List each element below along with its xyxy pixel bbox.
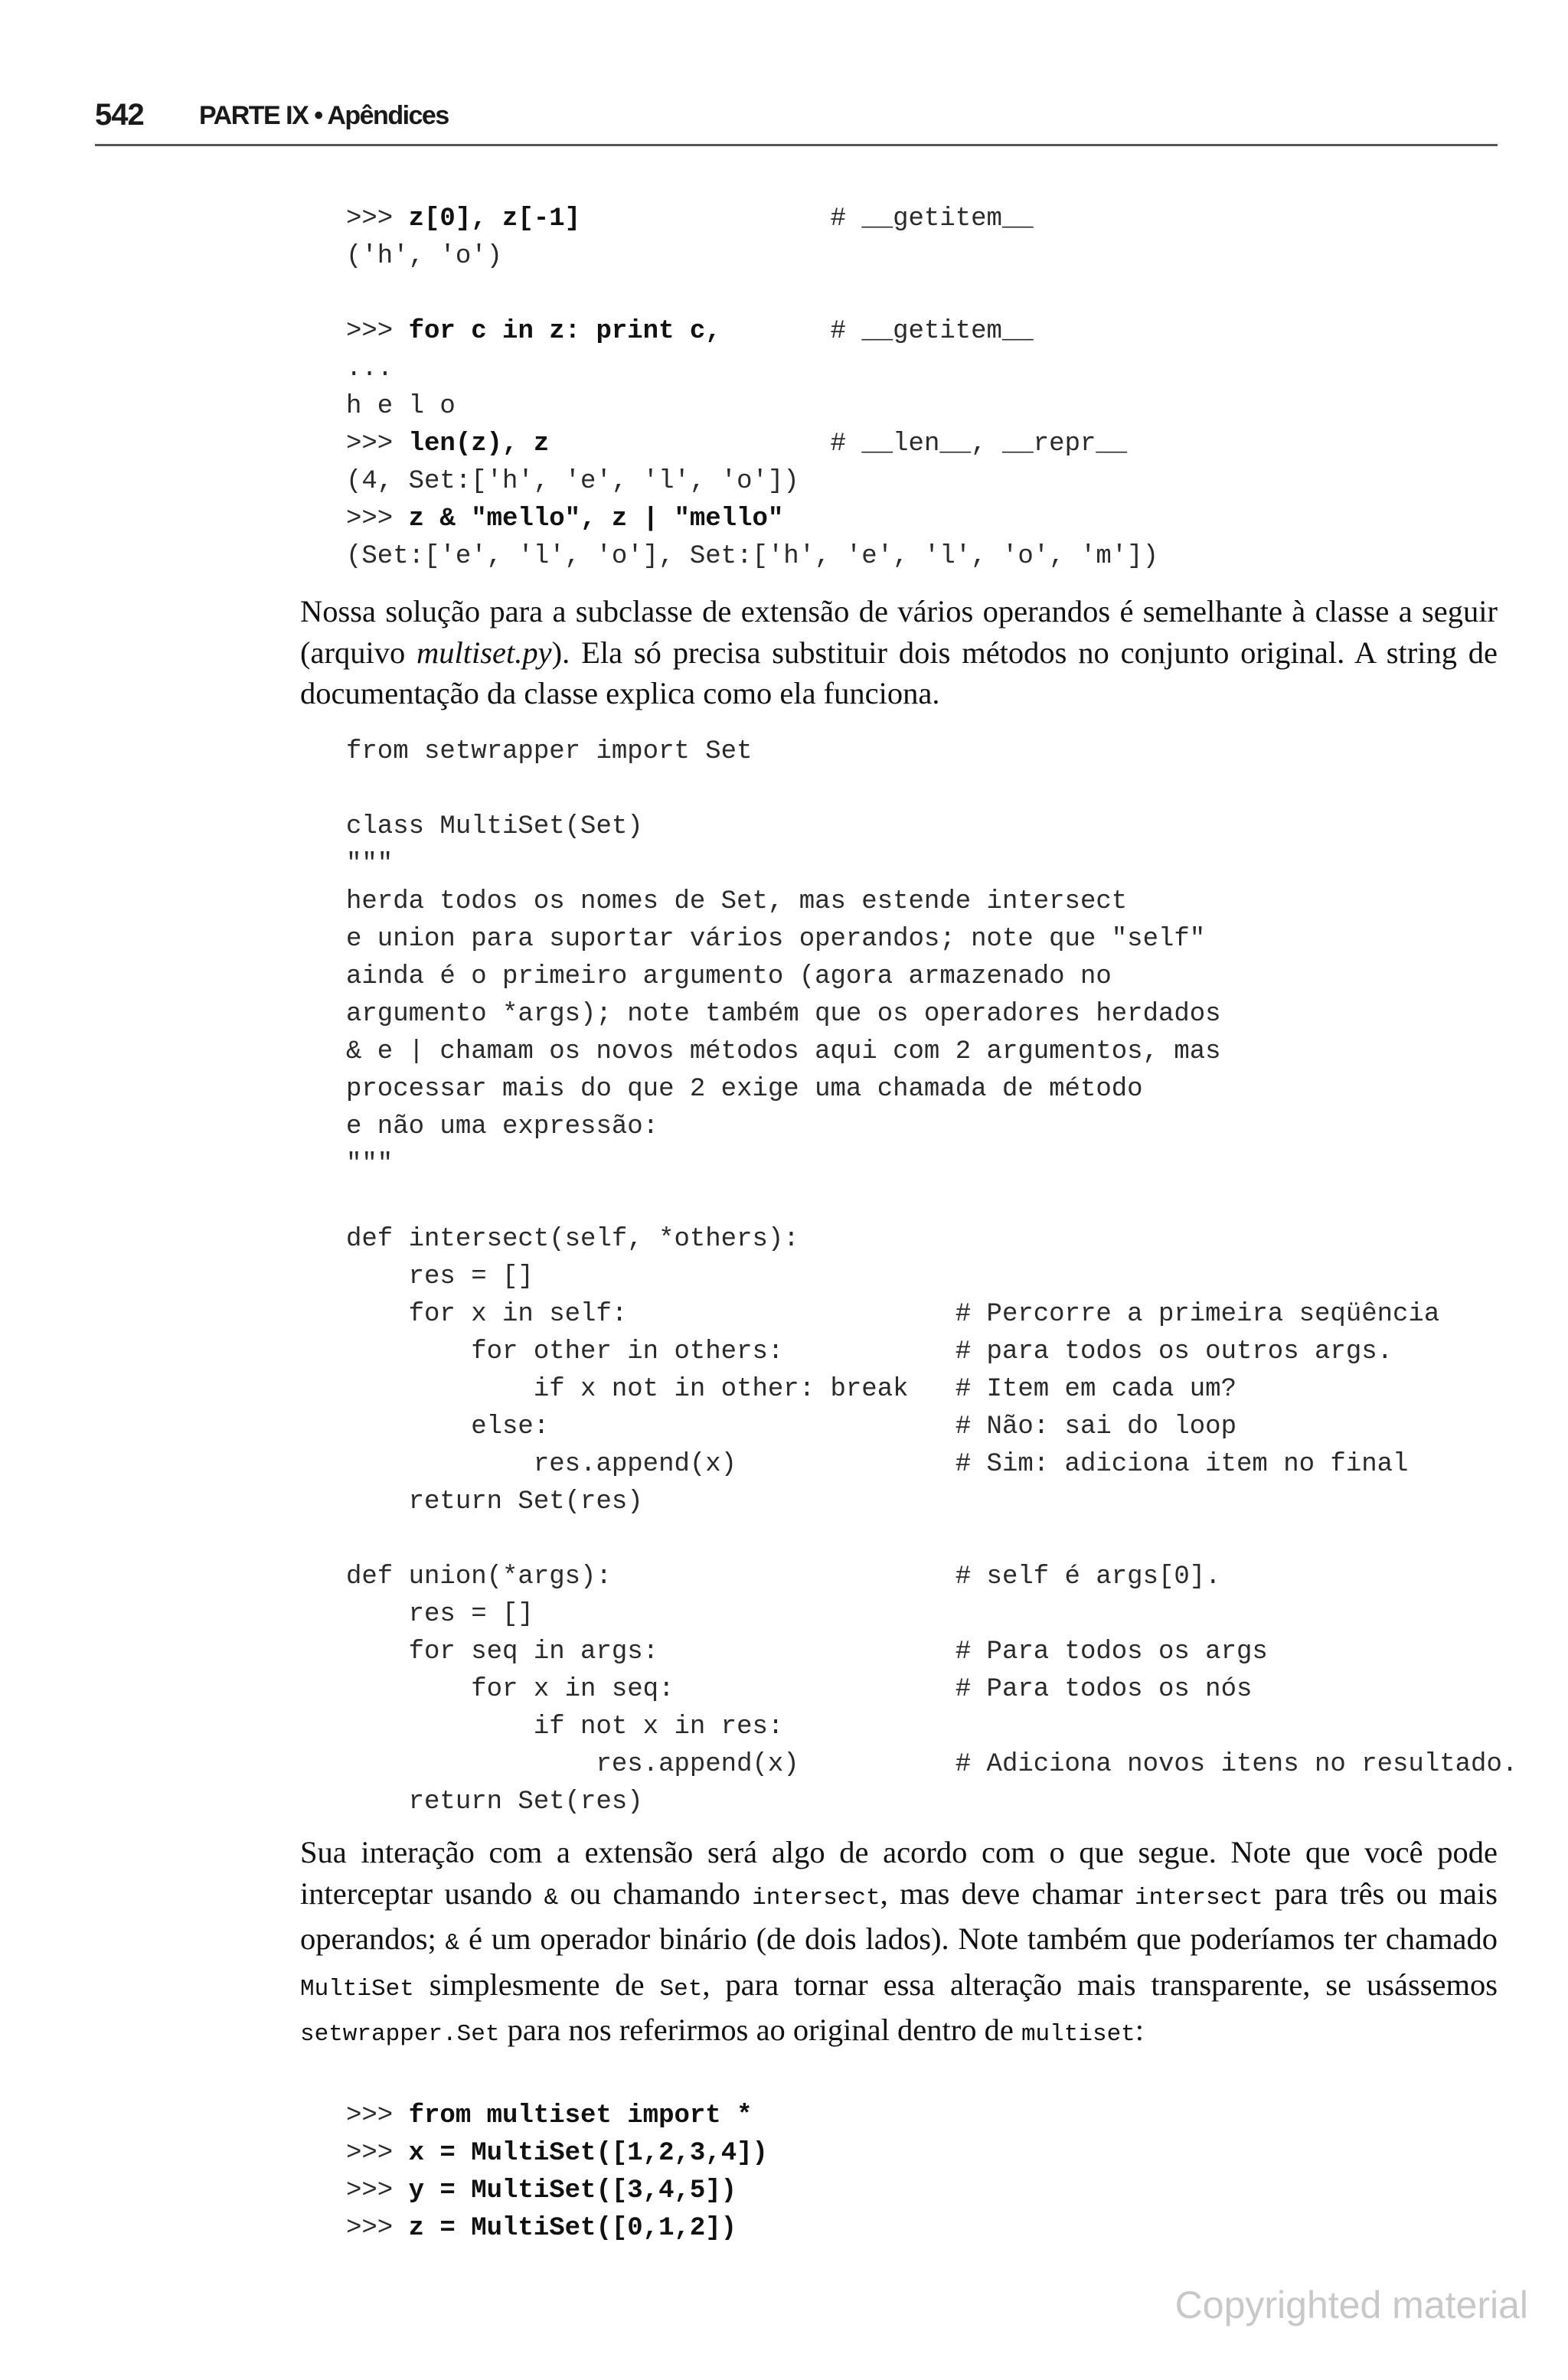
inline-code: &	[544, 1884, 559, 1912]
code-text: from setwrapper import Set	[346, 737, 753, 766]
code-line	[346, 1559, 1517, 1596]
code-line	[346, 201, 1158, 238]
code-text: e não uma expressão:	[346, 1112, 659, 1141]
code-text: >>>	[346, 317, 409, 346]
code-line	[346, 538, 1158, 576]
text-run: , para tornar essa alteração mais transparente, se usássemos	[702, 1967, 1498, 2002]
code-line	[346, 883, 1517, 921]
text-run: Sua interação com a extensão será algo de acordo com o que segue. Note que você pode interceptar usando	[300, 1835, 1498, 1911]
text-run: para três ou mais operandos;	[300, 1876, 1498, 1956]
code-input: len(z), z	[408, 429, 550, 459]
code-text: # __getitem__	[720, 317, 1034, 346]
text-run: :	[1135, 2013, 1145, 2047]
code-line	[346, 351, 1158, 388]
code-line	[346, 463, 1158, 501]
running-title: PARTE IX • Apêndices	[199, 101, 449, 130]
code-input: z = MultiSet([0,1,2])	[408, 2214, 737, 2243]
code-text: (4, Set:['h', 'e', 'l', 'o'])	[346, 467, 799, 496]
code-line	[346, 313, 1158, 351]
para1-text-b: ). Ela só precisa substituir dois métodos no conjunto original. A string de documentação da classe explica como ela funciona.	[300, 635, 1498, 710]
code-input: y = MultiSet([3,4,5])	[408, 2176, 737, 2205]
code-text: res.append(x) # Sim: adiciona item no final	[346, 1450, 1409, 1479]
code-line	[346, 1108, 1517, 1146]
code-line	[346, 426, 1158, 463]
code-text: argumento *args); note também que os operadores herdados	[346, 1000, 1221, 1029]
code-line	[346, 501, 1158, 538]
code-text: >>>	[346, 2214, 409, 2243]
code-block-session	[346, 2098, 768, 2248]
code-line	[346, 1033, 1517, 1071]
code-block-multiset-class	[346, 733, 1517, 1821]
code-text: ...	[346, 354, 394, 384]
code-line	[346, 1071, 1517, 1108]
inline-code: multiset	[1021, 2021, 1135, 2048]
code-line	[346, 1409, 1517, 1446]
code-text: >>>	[346, 429, 409, 459]
code-text: if not x in res:	[346, 1712, 784, 1742]
code-text: for seq in args: # Para todos os args	[346, 1637, 1268, 1667]
code-line	[346, 1183, 1517, 1221]
code-text: def intersect(self, *others):	[346, 1225, 799, 1254]
code-line	[346, 1484, 1517, 1521]
code-line	[346, 1146, 1517, 1183]
code-text: >>>	[346, 504, 409, 534]
code-line	[346, 1446, 1517, 1484]
code-text: for x in seq: # Para todos os nós	[346, 1675, 1253, 1704]
code-text: return Set(res)	[346, 1787, 643, 1817]
code-text: e union para suportar vários operandos; note que "self"	[346, 925, 1206, 954]
code-block-interactive	[346, 201, 1158, 576]
code-line	[346, 996, 1517, 1033]
code-line	[346, 2098, 768, 2135]
page-header	[95, 98, 1498, 147]
text-run: , mas deve chamar	[880, 1876, 1135, 1911]
code-line	[346, 846, 1517, 883]
inline-code: intersect	[752, 1884, 880, 1912]
code-text: h e l o	[346, 392, 456, 421]
code-text: """	[346, 850, 394, 879]
code-text: if x not in other: break # Item em cada um?	[346, 1375, 1236, 1404]
copyright-watermark: Copyrighted material	[1174, 2284, 1528, 2326]
code-text: res = []	[346, 1600, 534, 1629]
text-run: ou chamando	[558, 1876, 753, 1911]
code-text: processar mais do que 2 exige uma chamada de método	[346, 1075, 1143, 1104]
code-line	[346, 238, 1158, 276]
page-number: 542	[95, 98, 144, 132]
code-line	[346, 1521, 1517, 1559]
inline-code: Set	[659, 1975, 703, 2003]
code-line	[346, 1746, 1517, 1784]
paragraph-multiset-intro	[300, 591, 1498, 714]
code-text: >>>	[346, 2139, 409, 2168]
code-line	[346, 921, 1517, 958]
para1-text-a: Nossa solução para a subclasse de extensão de vários operandos é semelhante à classe a seguir (arquivo	[300, 594, 1498, 670]
code-text: for other in others: # para todos os outros args.	[346, 1337, 1393, 1366]
code-input: x = MultiSet([1,2,3,4])	[408, 2139, 768, 2168]
code-text: herda todos os nomes de Set, mas estende intersect	[346, 887, 1128, 916]
code-text: def union(*args): # self é args[0].	[346, 1562, 1221, 1592]
code-line	[346, 958, 1517, 996]
code-line	[346, 1596, 1517, 1634]
code-line	[346, 388, 1158, 426]
code-text: class MultiSet(Set)	[346, 812, 643, 841]
filename-multiset: multiset.py	[416, 635, 552, 670]
code-text: & e | chamam os novos métodos aqui com 2 argumentos, mas	[346, 1037, 1221, 1066]
code-line	[346, 1671, 1517, 1709]
inline-code: intersect	[1135, 1884, 1263, 1912]
code-input: z & "mello", z | "mello"	[408, 504, 784, 534]
code-text: else: # Não: sai do loop	[346, 1412, 1236, 1441]
code-line	[346, 276, 1158, 313]
code-line	[346, 1334, 1517, 1371]
code-line	[346, 2173, 768, 2210]
inline-code: MultiSet	[300, 1975, 414, 2003]
code-text: res = []	[346, 1262, 534, 1291]
inline-code: setwrapper.Set	[300, 2021, 500, 2048]
code-line	[346, 1784, 1517, 1821]
code-line	[346, 2135, 768, 2173]
code-line	[346, 771, 1517, 808]
code-text: # __getitem__	[580, 204, 1034, 233]
code-text: res.append(x) # Adiciona novos itens no resultado.	[346, 1750, 1518, 1779]
text-run: para nos referirmos ao original dentro de	[499, 2013, 1021, 2047]
paragraph-interaction	[300, 1832, 1498, 2055]
code-input: from multiset import *	[408, 2101, 753, 2130]
code-line	[346, 808, 1517, 846]
header-rule	[95, 144, 1498, 146]
code-text: ('h', 'o')	[346, 242, 503, 271]
code-text: >>>	[346, 2176, 409, 2205]
code-line	[346, 733, 1517, 771]
code-line	[346, 2210, 768, 2248]
text-run: é um operador binário (de dois lados). Note também que poderíamos ter chamado	[459, 1921, 1498, 1956]
code-text: >>>	[346, 2101, 409, 2130]
code-text: >>>	[346, 204, 409, 233]
code-line	[346, 1259, 1517, 1296]
code-line	[346, 1296, 1517, 1334]
code-text: return Set(res)	[346, 1487, 643, 1516]
code-text: # __len__, __repr__	[549, 429, 1128, 459]
inline-code: &	[445, 1930, 460, 1957]
code-input: z[0], z[-1]	[408, 204, 581, 233]
code-line	[346, 1371, 1517, 1409]
text-run: simplesmente de	[413, 1967, 660, 2002]
code-line	[346, 1634, 1517, 1671]
code-text: ainda é o primeiro argumento (agora armazenado no	[346, 962, 1112, 991]
code-text: for x in self: # Percorre a primeira seqüência	[346, 1300, 1440, 1329]
code-text: """	[346, 1150, 394, 1179]
code-line	[346, 1221, 1517, 1259]
code-line	[346, 1709, 1517, 1746]
code-text: (Set:['e', 'l', 'o'], Set:['h', 'e', 'l', 'o', 'm'])	[346, 542, 1158, 571]
code-input: for c in z: print c,	[408, 317, 721, 346]
